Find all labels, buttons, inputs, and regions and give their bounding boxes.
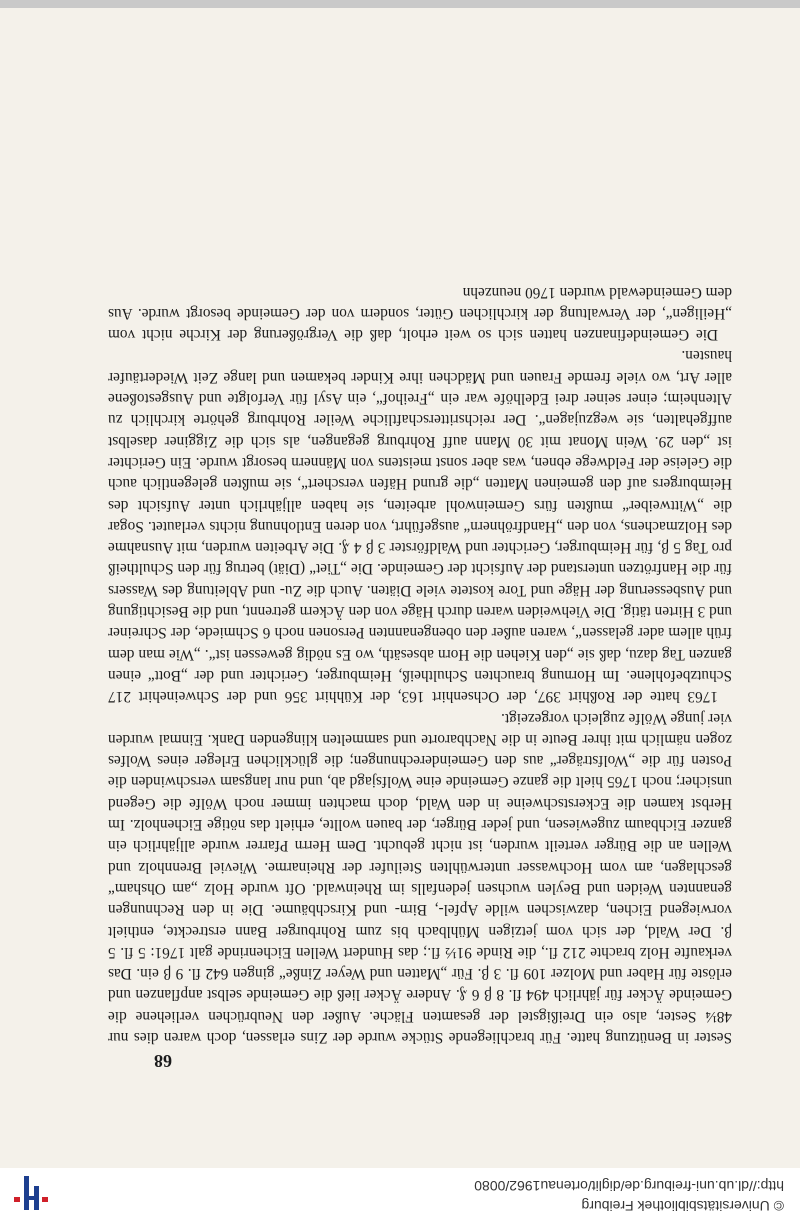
page-body-text — [108, 281, 732, 1048]
scanned-book-page — [0, 2, 800, 1168]
viewer-header — [0, 1167, 800, 1220]
page-number: 68 — [154, 1051, 172, 1071]
library-logo-icon — [14, 1176, 48, 1210]
viewer-bottom-strip — [0, 0, 800, 8]
paragraph: Sester in Benützung hatte. Für brachliegende Stücke wurde der Zins erlassen, doch waren dies nur 48¼ Sester, also ein Dreißigstel der gesamten Fläche. Außer den Neubrüchen verliehene die Gemeinde Äcker für jährlich 494 fl. 8 β 6 ₰. Andere Äcker ließ die Gemeinde selbst anpflanzen und erlöste für Haber und Molzer 109 fl. 3 β. Für „Matten und Weyer Zinße“ gingen 642 fl. 9 β ein. Das verkaufte Holz brachte 212 fl., die Rinde 91½ fl.; das Hundert Wellen Eichenrinde galt 1761: 5 fl. 5 β. Der Wald, der sich vom jetzigen Mühlbach bis zum Rohrburger Bann erstreckte, enthielt vorwiegend Eichen, dazwischen wilde Apfel-, Birn- und Kirschbäume. Die in den Rechnungen genannten Weiden und Beylen wuchsen jedenfalls im Rheinwald. Oft wurde Holz „am Ohsham“ geschlagen, am vom Hochwasser unterwühlten Steilufer der Rheinarme. Wieviel Brennholz und Wellen an die Bürger verteilt wurden, ist nicht gebucht. Dem Herrn Pfarrer wurde alljährlich ein ganzer Eichbaum zugewiesen, und jeder Bürger, der bauen wollte, erhielt das nötige Eichenholz. Im Herbst kamen die Eckerstschweine in den Wald, doch machten immer noch Wölfe die Gegend unsicher; noch 1765 hielt die ganze Gemeinde eine Wolfsjagd ab, und nur langsam verschwinden die Posten für die „Wolfsträger“ aus den Gemeinderechnungen; die glücklichen Erleger eines Wolfes zogen nämlich mit ihrer Beute in die Nachbarorte und sammelten klingenden Dank. Einmal wurden vier junge Wölfe zugleich vorgezeigt. — [108, 709, 732, 1046]
paragraph: Die Gemeindefinanzen hatten sich so weit erholt, daß die Vergrößerung der Kirche nicht vom „Heiligen“, der Verwaltung der kirchlichen Güter, sondern von der Gemeinde besorgt wurde. Aus dem Gemeindewald wurden 1760 neunzehn — [108, 283, 732, 344]
copyright-notice: © Universitätsbibliothek Freiburg — [581, 1198, 784, 1214]
paragraph: 1763 hatte der Roßhirt 397, der Ochsenhirt 163, der Kühhirt 356 und der Schweinehirt 217 Schutzbefohlene. Im Hornung brauchten Schultheiß, Heimburger, Gerichter und der „Bott“ einen ganzen Tag dazu, daß sie „den Kiehen die Horn absesäth, wo Es nödig gewessen ist“. „Wie man dem früh allem ader gelassen“, waren außer den obengenannten Personen noch 6 Schmiede, der Schreiner und 3 Hirten tätig. Die Viehweiden waren durch Häge von den Äckern getrennt, und die Besichtigung und Ausbesserung der Häge und Tore kostete viele Diäten. Auch die Zu- und Ableitung des Wassers für die Hanfrötzen unterstand der Aufsicht der Gemeinde. Die „Tiet“ (Diät) betrug für den Schultheiß pro Tag 5 β, für Heimburger, Gerichter und Waldförster 3 β 4 ₰. Die Arbeiten wurden, mit Ausnahme des Holzmachens, von den „Handfröhnern“ ausgeführt, von deren Entlohnung nichts verlautet. Sogar die „Wittweiber“ mußten fürs Gemeinwohl arbeiten, sie haben alljährlich unter Aufsicht des Heimburgers auf den gemeinen Matten „die grund Häfen verschert“, sie mußten gelegentlich auch die Geleise der Feldwege ebnen, was aber sonst meistens von Männern besorgt wurde. Ein Gerichter ist „den 29. Wein Monat mit 30 Mann auff Rohrburg gegangen, als sich die Zigginer daselbst auffgehalten, sie wegzujagen“. Der reichsritterschaftliche Weiler Rohrburg gehörte kirchlich zu Altenheim; einer seiner drei Edelhöfe war ein „Freihof“, ein Asyl für Verfolgte und Ausgestoßene aller Art, wo viele fremde Frauen und Mädchen ihre Kinder bekamen und lange Zeit Wiedertäufer hausten. — [108, 347, 732, 706]
permalink-url[interactable]: http://dl.ub.uni-freiburg.de/diglit/ortenau1962/0080 — [474, 1178, 784, 1194]
